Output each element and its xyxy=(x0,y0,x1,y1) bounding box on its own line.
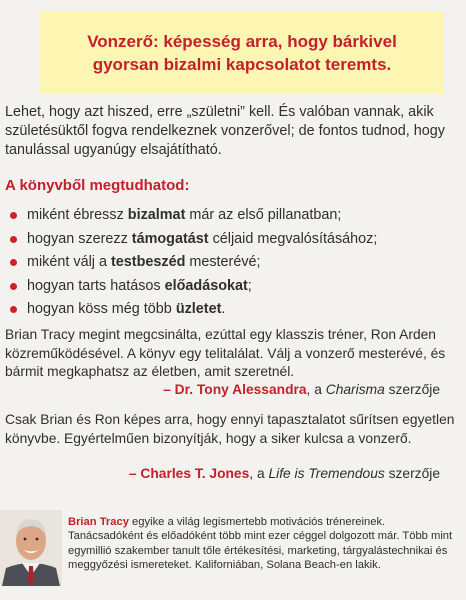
list-item-keyword: testbeszéd xyxy=(110,254,186,270)
testimonial-1-author: – Dr. Tony Alessandra xyxy=(163,382,307,397)
author-photo xyxy=(0,510,62,586)
bullet-icon xyxy=(10,236,17,243)
list-item-keyword: üzletet xyxy=(175,301,222,317)
testimonial-1-book: Charisma xyxy=(325,382,385,397)
list-item xyxy=(10,275,377,299)
author-bio xyxy=(68,515,460,573)
author-bio-text: egyike a világ legismertebb motivációs trénereinek. Tanácsadóként és előadóként több mint ezer céggel dolgozott már. Több mint egymillió szakember tanult tőle értékesítési, marketing, tárgyalástechnikai és meggyőzési ismereteket. Kaliforniában, Solana Beach-en lakik. xyxy=(68,516,453,572)
learn-list xyxy=(10,204,377,322)
list-item xyxy=(10,298,377,322)
author-bio-name: Brian Tracy xyxy=(68,516,129,528)
bullet-icon xyxy=(10,306,17,313)
testimonial-2-book: Life is Tremendous xyxy=(268,466,385,481)
list-item-keyword: támogatást xyxy=(131,230,209,247)
testimonial-2-attribution: – Charles T. Jones, a Life is Tremendous szerzője xyxy=(128,466,440,481)
list-item-text: miként ébressz bizalmat már az első pillanatban; xyxy=(27,207,342,223)
list-item-text: miként válj a testbeszéd mesterévé; xyxy=(27,254,261,270)
headline-line-1: Vonzerő: képesség arra, hogy bárkivel xyxy=(87,32,397,51)
list-item-keyword: bizalmat xyxy=(127,207,186,223)
testimonial-1-attribution: – Dr. Tony Alessandra, a Charisma szerzője xyxy=(163,382,440,397)
list-item xyxy=(10,228,377,252)
headline-banner xyxy=(40,12,444,94)
testimonial-2-author: – Charles T. Jones xyxy=(128,466,250,481)
list-item-text: hogyan tarts hatásos előadásokat; xyxy=(27,277,252,294)
list-item xyxy=(10,204,377,228)
learn-section-title: A könyvből megtudhatod: xyxy=(5,177,190,194)
testimonial-1-text: Brian Tracy megint megcsinálta, ezúttal egy klasszis tréner, Ron Arden közreműködésével. A könyv egy telitalálat. Válj a vonzerő mesterévé, és bármit megkaphatsz az életben, amit szeretnél. xyxy=(5,327,446,379)
list-item xyxy=(10,251,377,275)
testimonial-2-text: Csak Brian és Ron képes arra, hogy ennyi tapasztalatot sűrítsen egyetlen könyvbe. Egyértelműen bizonyítják, hogy a siker kulcsa a vonzerő. xyxy=(5,412,455,446)
list-item-text: hogyan köss még több üzletet. xyxy=(27,301,226,317)
list-item-text: hogyan szerezz támogatást céljaid megvalósításához; xyxy=(27,230,378,247)
bullet-icon xyxy=(10,212,17,219)
list-item-keyword: előadásokat xyxy=(164,277,248,294)
bullet-icon xyxy=(10,283,17,290)
intro-paragraph: Lehet, hogy azt hiszed, erre „születni” kell. És valóban vannak, akik születésüktől fogva rendelkeznek vonzerővel; de fontos tudnod, hogy tanulással ugyanúgy elsajátítható. xyxy=(5,104,445,158)
bullet-icon xyxy=(10,259,17,266)
headline-line-2: gyorsan bizalmi kapcsolatot teremts. xyxy=(92,55,392,74)
